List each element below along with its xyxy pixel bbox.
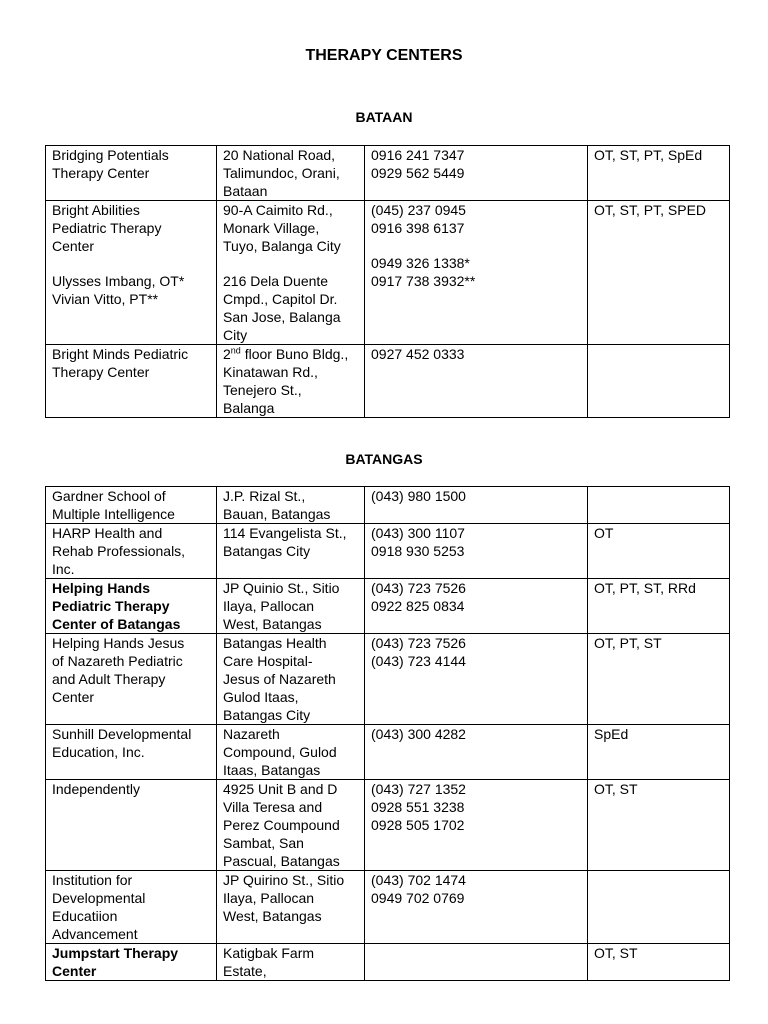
cell-line: Ilaya, Pallocan: [223, 890, 315, 906]
cell-line: Helping Hands: [52, 580, 151, 596]
cell-line: 0916 241 7347: [371, 147, 465, 163]
services-text: OT, ST, PT, SPED: [594, 202, 707, 218]
line-gap: [223, 255, 360, 272]
address-line-rest: floor Buno Bldg.,: [240, 346, 349, 362]
phone-cell: [365, 634, 588, 725]
cell-line: West, Batangas: [223, 908, 322, 924]
services-cell: [588, 944, 730, 981]
line-gap: [371, 237, 583, 254]
phone-cell: [365, 345, 588, 418]
address-cell: [217, 725, 365, 780]
cell-line: Educatiion: [52, 908, 118, 924]
address-cell: [217, 487, 365, 524]
cell-line: Gulod Itaas,: [223, 689, 299, 705]
batangas-table-body: [46, 487, 730, 981]
cell-line: 0949 326 1338*: [371, 255, 470, 271]
cell-line: Tenejero St.,: [223, 382, 302, 398]
services-cell: [588, 579, 730, 634]
services-text: OT: [594, 525, 614, 541]
cell-line: Sambat, San: [223, 835, 304, 851]
center-name-cell: [46, 634, 217, 725]
cell-line: Katigbak Farm: [223, 945, 315, 961]
cell-line: Nazareth: [223, 726, 280, 742]
address-cell: [217, 780, 365, 871]
table-row: [46, 780, 730, 871]
cell-line: Helping Hands Jesus: [52, 635, 185, 651]
address-cell: [217, 146, 365, 201]
services-cell: [588, 146, 730, 201]
cell-line: Multiple Intelligence: [52, 506, 175, 522]
phone-cell: [365, 579, 588, 634]
center-name-cell: [46, 201, 217, 345]
center-name-cell: [46, 780, 217, 871]
address-cell: [217, 944, 365, 981]
cell-line: Education, Inc.: [52, 744, 145, 760]
cell-line: of Nazareth Pediatric: [52, 653, 183, 669]
cell-line: JP Quirino St., Sitio: [223, 872, 345, 888]
address-cell: [217, 345, 365, 418]
cell-line: Compound, Gulod: [223, 744, 337, 760]
cell-line: Kinatawan Rd.,: [223, 364, 318, 380]
cell-line: Batangas Health: [223, 635, 327, 651]
table-row: [46, 725, 730, 780]
cell-line: Independently: [52, 781, 140, 797]
cell-line: Jumpstart Therapy: [52, 945, 179, 961]
address-line-ordinal: [223, 345, 360, 363]
services-cell: [588, 201, 730, 345]
address-cell: [217, 871, 365, 944]
cell-line: Perez Coumpound: [223, 817, 340, 833]
cell-line: Pediatric Therapy: [52, 598, 170, 614]
bataan-centers-table: [45, 145, 730, 418]
address-cell: [217, 634, 365, 725]
cell-line: 0927 452 0333: [371, 346, 465, 362]
cell-line: JP Quinio St., Sitio: [223, 580, 340, 596]
cell-line: Bauan, Batangas: [223, 506, 331, 522]
cell-line: Therapy Center: [52, 364, 150, 380]
cell-line: Rehab Professionals,: [52, 543, 186, 559]
center-name-cell: [46, 871, 217, 944]
cell-line: Advancement: [52, 926, 138, 942]
cell-line: Institution for: [52, 872, 133, 888]
section-heading-bataan: BATAAN: [355, 109, 413, 125]
table-row: [46, 487, 730, 524]
services-text: OT, PT, ST: [594, 635, 662, 651]
cell-line: Cmpd., Capitol Dr.: [223, 291, 338, 307]
phone-cell: [365, 780, 588, 871]
cell-line: Bridging Potentials: [52, 147, 169, 163]
cell-line: West, Batangas: [223, 616, 322, 632]
center-name-cell: [46, 725, 217, 780]
cell-line: Estate,: [223, 963, 267, 979]
table-row: [46, 201, 730, 345]
cell-line: Balanga: [223, 400, 275, 416]
cell-line: 4925 Unit B and D: [223, 781, 338, 797]
cell-line: Therapy Center: [52, 165, 150, 181]
cell-line: Center of Batangas: [52, 616, 181, 632]
cell-line: Ilaya, Pallocan: [223, 598, 315, 614]
table-row: [46, 146, 730, 201]
ordinal-number: 2: [223, 346, 231, 362]
cell-line: Bataan: [223, 183, 268, 199]
center-name-cell: [46, 146, 217, 201]
services-text: SpEd: [594, 726, 629, 742]
cell-line: J.P. Rizal St.,: [223, 488, 306, 504]
phone-cell: [365, 487, 588, 524]
center-name-cell: [46, 579, 217, 634]
bataan-table-body: [46, 146, 730, 418]
cell-line: 0918 930 5253: [371, 543, 465, 559]
table-row: [46, 944, 730, 981]
address-cell: [217, 201, 365, 345]
batangas-centers-table: [45, 486, 730, 981]
services-text: OT, ST: [594, 945, 638, 961]
center-name-cell: [46, 524, 217, 579]
cell-line: Sunhill Developmental: [52, 726, 192, 742]
cell-line: (043) 702 1474: [371, 872, 466, 888]
services-text: OT, ST, PT, SpEd: [594, 147, 703, 163]
cell-line: (043) 980 1500: [371, 488, 466, 504]
cell-line: Vivian Vitto, PT**: [52, 291, 159, 307]
cell-line: 114 Evangelista St.,: [223, 525, 347, 541]
services-cell: [588, 725, 730, 780]
line-gap: [52, 255, 212, 272]
phone-cell: [365, 524, 588, 579]
cell-line: Talimundoc, Orani,: [223, 165, 340, 181]
cell-line: 0949 702 0769: [371, 890, 465, 906]
phone-cell: [365, 201, 588, 345]
ordinal-suffix: nd: [230, 345, 241, 356]
center-name-cell: [46, 487, 217, 524]
page-title: THERAPY CENTERS: [305, 47, 463, 64]
cell-line: HARP Health and: [52, 525, 163, 541]
cell-line: Center: [52, 963, 97, 979]
table-row: [46, 524, 730, 579]
cell-line: Pascual, Batangas: [223, 853, 340, 869]
cell-line: Villa Teresa and: [223, 799, 323, 815]
services-cell: [588, 524, 730, 579]
phone-cell: [365, 725, 588, 780]
cell-line: Monark Village,: [223, 220, 320, 236]
cell-line: San Jose, Balanga: [223, 309, 341, 325]
cell-line: Batangas City: [223, 543, 311, 559]
cell-line: 0916 398 6137: [371, 220, 465, 236]
cell-line: Pediatric Therapy: [52, 220, 162, 236]
address-cell: [217, 579, 365, 634]
cell-line: Tuyo, Balanga City: [223, 238, 341, 254]
cell-line: Ulysses Imbang, OT*: [52, 273, 185, 289]
services-text: OT, PT, ST, RRd: [594, 580, 696, 596]
cell-line: Center: [52, 238, 95, 254]
phone-cell: [365, 871, 588, 944]
cell-line: Bright Abilities: [52, 202, 140, 218]
cell-line: Jesus of Nazareth: [223, 671, 336, 687]
phone-cell: [365, 944, 588, 981]
cell-line: 20 National Road,: [223, 147, 336, 163]
cell-line: Bright Minds Pediatric: [52, 346, 189, 362]
cell-line: Center: [52, 689, 95, 705]
services-cell: [588, 487, 730, 524]
cell-line: (043) 727 1352: [371, 781, 466, 797]
cell-line: 0929 562 5449: [371, 165, 465, 181]
cell-line: City: [223, 327, 248, 343]
cell-line: 0917 738 3932**: [371, 273, 476, 289]
cell-line: Itaas, Batangas: [223, 762, 321, 778]
cell-line: and Adult Therapy: [52, 671, 166, 687]
phone-cell: [365, 146, 588, 201]
cell-line: 90-A Caimito Rd.,: [223, 202, 333, 218]
cell-line: 0922 825 0834: [371, 598, 465, 614]
cell-line: Care Hospital-: [223, 653, 313, 669]
section-heading-batangas: BATANGAS: [345, 451, 423, 467]
services-cell: [588, 780, 730, 871]
table-row: [46, 634, 730, 725]
table-row: [46, 345, 730, 418]
center-name-cell: [46, 345, 217, 418]
table-row: [46, 579, 730, 634]
cell-line: 0928 551 3238: [371, 799, 465, 815]
cell-line: (043) 723 7526: [371, 635, 466, 651]
cell-line: (045) 237 0945: [371, 202, 466, 218]
cell-line: 0928 505 1702: [371, 817, 465, 833]
services-cell: [588, 634, 730, 725]
cell-line: (043) 723 4144: [371, 653, 466, 669]
cell-line: Gardner School of: [52, 488, 166, 504]
cell-line: (043) 723 7526: [371, 580, 466, 596]
center-name-cell: [46, 944, 217, 981]
services-text: OT, ST: [594, 781, 638, 797]
cell-line: Batangas City: [223, 707, 311, 723]
cell-line: Developmental: [52, 890, 146, 906]
cell-line: (043) 300 1107: [371, 525, 465, 541]
table-row: [46, 871, 730, 944]
cell-line: 216 Dela Duente: [223, 273, 329, 289]
cell-line: Inc.: [52, 561, 75, 577]
services-cell: [588, 871, 730, 944]
services-cell: [588, 345, 730, 418]
cell-line: (043) 300 4282: [371, 726, 466, 742]
address-cell: [217, 524, 365, 579]
